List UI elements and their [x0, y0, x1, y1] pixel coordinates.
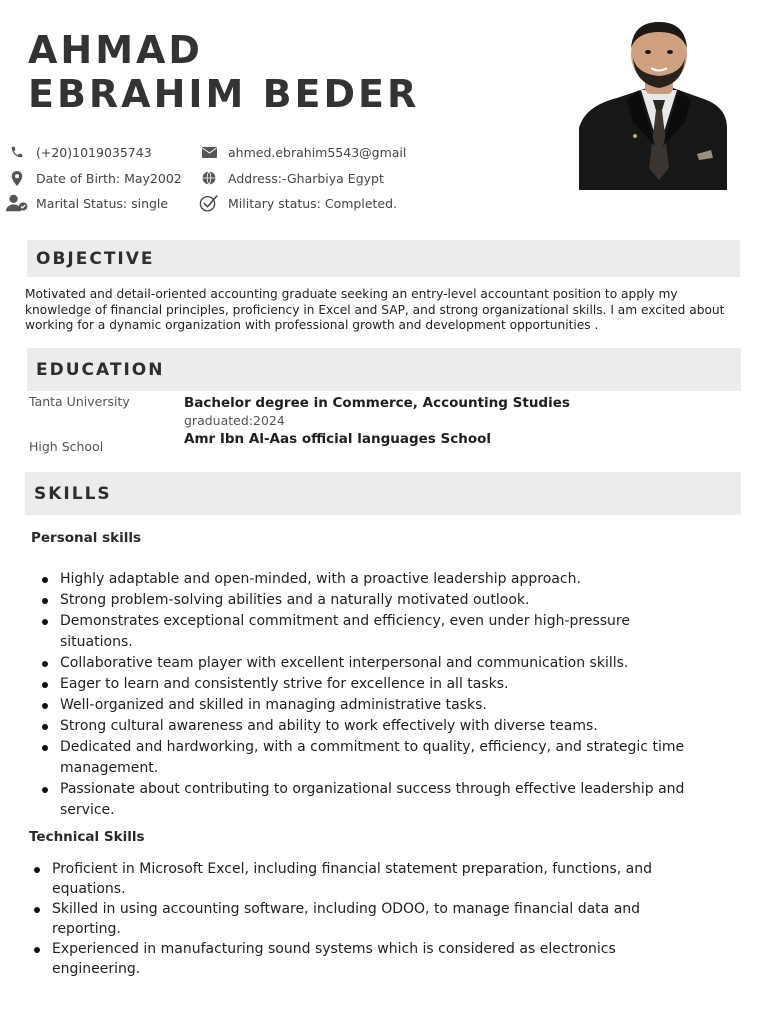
profile-photo: [577, 18, 740, 190]
contact-military: [198, 193, 397, 213]
list-item: Experienced in manufacturing sound systems which is considered as electronics engineering.: [52, 939, 702, 979]
personal-skills-list: [60, 569, 700, 821]
objective-title: OBJECTIVE: [36, 248, 155, 269]
personal-skills-title: Personal skills: [31, 530, 141, 546]
skills-title: SKILLS: [34, 483, 112, 504]
list-item: Well-organized and skilled in managing administrative tasks.: [60, 695, 700, 716]
skills-header: [25, 472, 741, 515]
check-circle-icon: [198, 194, 220, 212]
envelope-icon: [198, 147, 220, 158]
education-degree: Bachelor degree in Commerce, Accounting Studies: [184, 395, 570, 411]
list-item: Proficient in Microsoft Excel, including financial statement preparation, functions, and equations.: [52, 859, 702, 899]
contact-dob: [6, 168, 182, 188]
phone-icon: [6, 145, 28, 159]
list-item: Demonstrates exceptional commitment and efficiency, even under high-pressure situations.: [60, 611, 700, 653]
location-pin-icon: [6, 171, 28, 186]
objective-text: Motivated and detail-oriented accounting graduate seeking an entry-level accountant position to apply my knowledge of financial principles, proficiency in Excel and SAP, and strong organizational skills. I am excited about working for a dynamic organization with professional growth and development opportunities .: [25, 287, 725, 332]
list-item: Highly adaptable and open-minded, with a proactive leadership approach.: [60, 569, 700, 590]
globe-icon: [198, 171, 220, 185]
objective-header: [27, 240, 740, 277]
contact-address: [198, 168, 384, 188]
technical-skills-list: [52, 859, 702, 979]
military-status: Military status: Completed.: [228, 195, 398, 211]
marital-status: Marital Status: single: [36, 195, 169, 211]
phone-number: (+20)1019035743: [36, 144, 152, 160]
education-title: EDUCATION: [36, 359, 165, 380]
education-institution: High School: [29, 439, 104, 454]
contact-phone: [6, 142, 152, 162]
technical-skills-title: Technical Skills: [29, 829, 145, 845]
list-item: Dedicated and hardworking, with a commitment to quality, efficiency, and strategic time management.: [60, 737, 700, 779]
list-item: Passionate about contributing to organizational success through effective leadership and service.: [60, 779, 700, 821]
education-header: [27, 348, 741, 391]
list-item: Skilled in using accounting software, including ODOO, to manage financial data and reporting.: [52, 899, 702, 939]
user-check-icon: [6, 194, 28, 212]
education-degree: Amr Ibn Al-Aas official languages School: [184, 431, 492, 447]
list-item: Strong cultural awareness and ability to work effectively with diverse teams.: [60, 716, 700, 737]
list-item: Collaborative team player with excellent interpersonal and communication skills.: [60, 653, 700, 674]
list-item: Strong problem-solving abilities and a naturally motivated outlook.: [60, 590, 700, 611]
list-item: Eager to learn and consistently strive for excellence in all tasks.: [60, 674, 700, 695]
name-last: EBRAHIM BEDER: [28, 72, 420, 116]
education-institution: Tanta University: [29, 394, 130, 409]
name-first: AHMAD: [28, 28, 203, 72]
date-of-birth: Date of Birth: May2002: [36, 170, 182, 186]
contact-marital: [6, 193, 168, 213]
address: Address:-Gharbiya Egypt: [228, 170, 384, 186]
email-address: ahmed.ebrahim5543@gmail: [228, 144, 407, 160]
education-date: graduated:2024: [184, 413, 285, 428]
contact-email: [198, 142, 406, 162]
